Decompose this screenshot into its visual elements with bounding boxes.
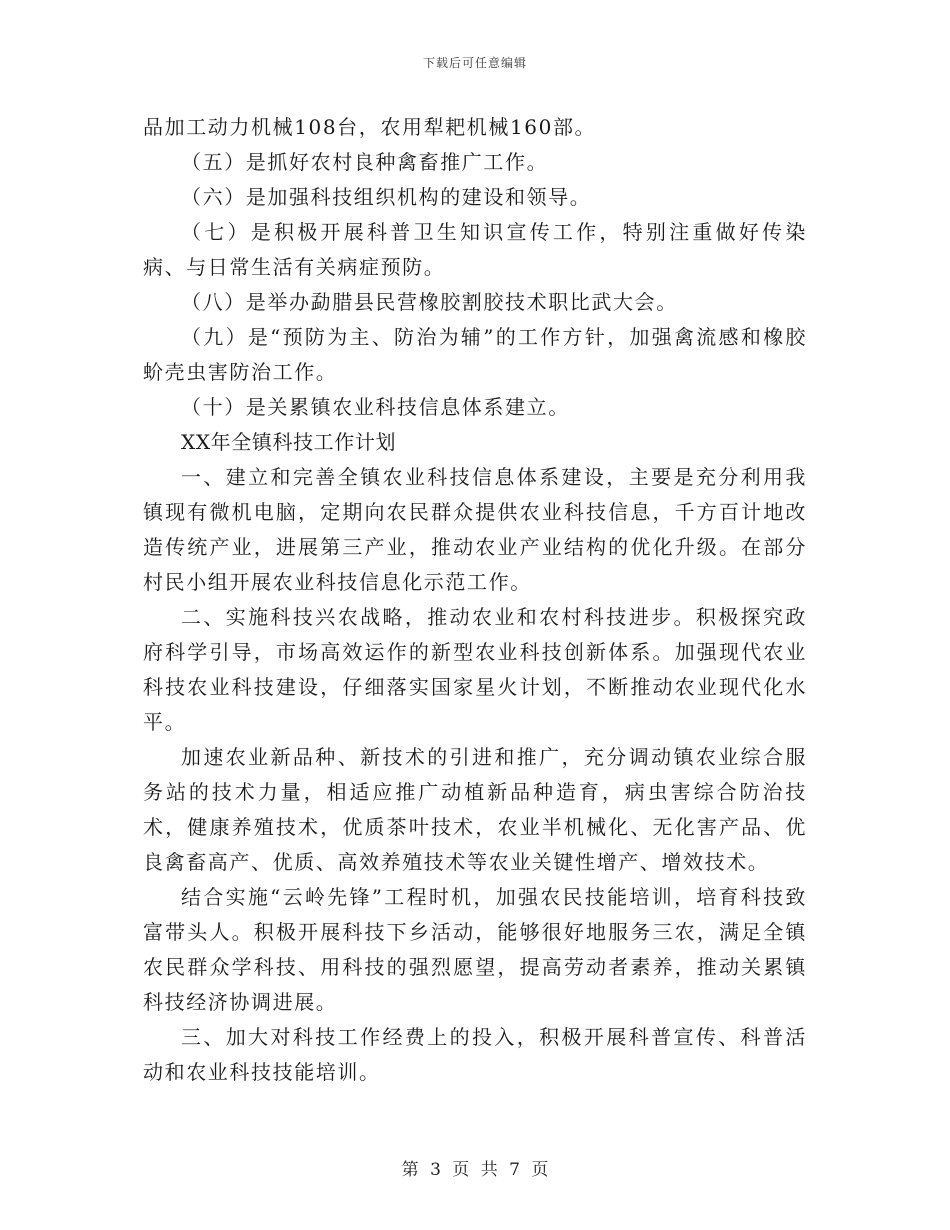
paragraph-3: （六）是加强科技组织机构的建设和领导。 [181, 185, 592, 209]
paragraph-12: 结合实施“云岭先锋”工程时机，加强农民技能培训，培育科技致富带头人。积极开展科技下乡活动，能够很好地服务三农，满足全镇农民群众学科技、用科技的强烈愿望，提高劳动者素养，推动关累镇科技经济协调进展。 [143, 885, 807, 1014]
paragraph-1: 品加工动力机械108台，农用犁耙机械160部。 [143, 115, 597, 139]
paragraph-9: 一、建立和完善全镇农业科技信息体系建设，主要是充分利用我镇现有微机电脑，定期向农民群众提供农业科技信息，千方百计地改造传统产业，进展第三产业，推动农业产业结构的优化升级。在部分村民小组开展农业科技信息化示范工作。 [143, 465, 807, 594]
paragraph-13: 三、加大对科技工作经费上的投入，积极开展科普宣传、科普活动和农业科技技能培训。 [143, 1025, 807, 1084]
section-heading: XX年全镇科技工作计划 [181, 430, 397, 454]
document-body [143, 110, 807, 1090]
paragraph-4: （七）是积极开展科普卫生知识宣传工作，特别注重做好传染病、与日常生活有关病症预防。 [143, 220, 807, 279]
paragraph-7: （十）是关累镇农业科技信息体系建立。 [181, 395, 570, 419]
paragraph-6: （九）是“预防为主、防治为辅”的工作方针，加强禽流感和橡胶蚧壳虫害防治工作。 [143, 325, 807, 384]
page-number: 第 3 页 共 7 页 [401, 1160, 549, 1180]
paragraph-2: （五）是抓好农村良种禽畜推广工作。 [181, 150, 549, 174]
paragraph-11: 加速农业新品种、新技术的引进和推广，充分调动镇农业综合服务站的技术力量，相适应推广动植新品种造育，病虫害综合防治技术，健康养殖技术，优质茶叶技术，农业半机械化、无化害产品、优良禽畜高产、优质、高效养殖技术等农业关键性增产、增效技术。 [143, 745, 807, 874]
paragraph-10: 二、实施科技兴农战略，推动农业和农村科技进步。积极探究政府科学引导，市场高效运作的新型农业科技创新体系。加强现代农业科技农业科技建设，仔细落实国家星火计划，不断推动农业现代化水平。 [143, 605, 807, 734]
page-header: 下载后可任意编辑 [422, 56, 527, 70]
paragraph-5: （八）是举办勐腊县民营橡胶割胶技术职比武大会。 [181, 290, 678, 314]
